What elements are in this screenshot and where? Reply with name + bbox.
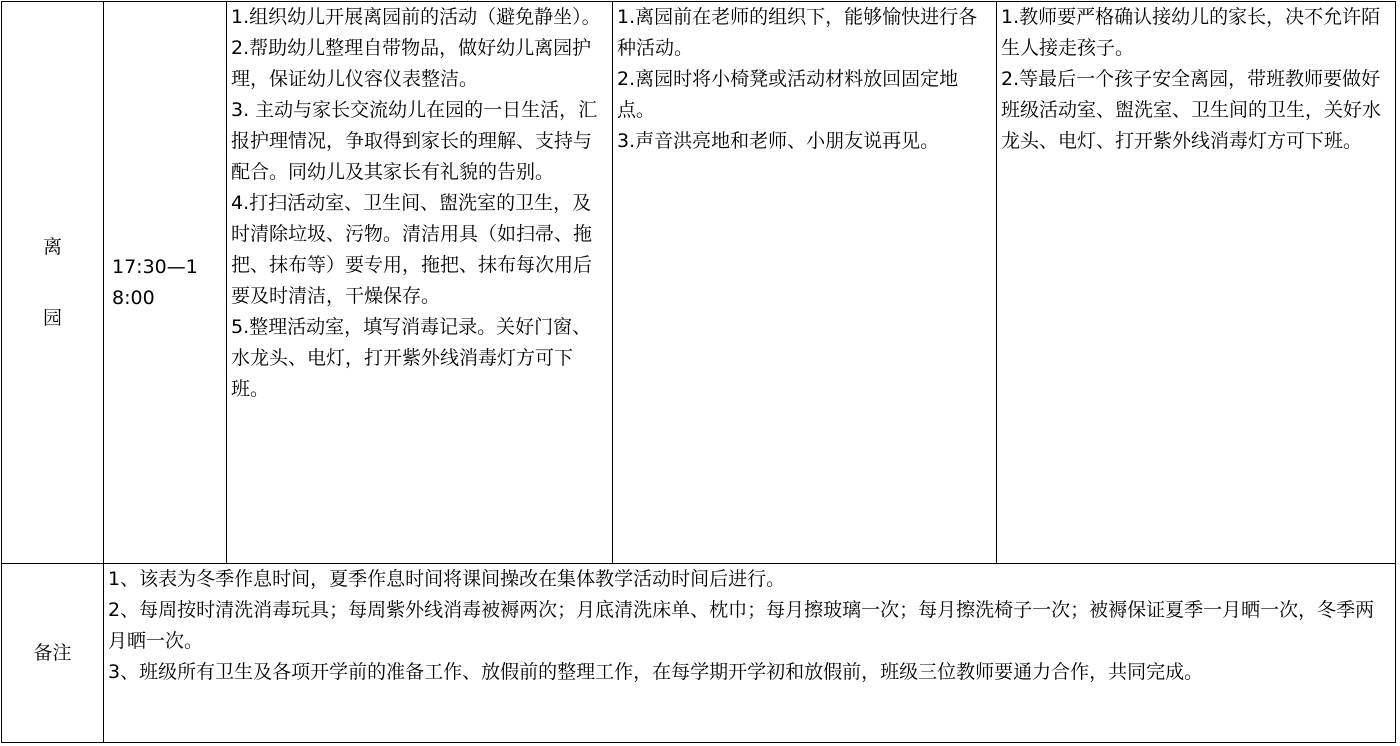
child-requirements-cell: [613, 2, 997, 564]
remarks-label: 备注: [2, 564, 104, 743]
child-requirement-item: 2.离园时将小椅凳或活动材料放回固定地点。: [617, 68, 959, 121]
time-line-2: 8:00: [112, 286, 155, 309]
note-item: 2.等最后一个孩子安全离园，带班教师要做好班级活动室、盥洗室、卫生间的卫生，关好水龙头、电灯、打开紫外线消毒灯方可下班。: [1001, 68, 1382, 152]
category-cell: [2, 2, 104, 564]
notes-cell: [997, 2, 1396, 564]
teacher-task-item: 2.帮助幼儿整理自带物品，做好幼儿离园护理，保证幼儿仪容仪表整洁。: [231, 37, 592, 90]
leave-row: [2, 2, 1396, 564]
teacher-tasks-cell: [227, 2, 613, 564]
teacher-task-item: 1.组织幼儿开展离园前的活动（避免静坐）。: [231, 6, 601, 28]
teacher-task-item: 4.打扫活动室、卫生间、盥洗室的卫生，及时清除垃圾、污物。清洁用具（如扫帚、拖把、抹布等）要专用，拖把、抹布每次用后要及时清洁，干燥保存。: [231, 192, 593, 307]
time-cell: [104, 2, 227, 564]
child-requirement-item: 3.声音洪亮地和老师、小朋友说再见。: [617, 130, 940, 152]
teacher-task-item: 5.整理活动室，填写消毒记录。关好门窗、水龙头、电灯，打开紫外线消毒灯方可下班。: [231, 316, 592, 400]
time-line-1: 17:30—1: [112, 255, 198, 278]
schedule-table: [1, 1, 1396, 743]
note-item: 1.教师要严格确认接幼儿的家长，决不允许陌生人接走孩子。: [1001, 6, 1381, 59]
category-char-1: 离: [42, 235, 62, 258]
remark-item: 3、班级所有卫生及各项开学前的准备工作、放假前的整理工作，在每学期开学初和放假前，班级三位教师要通力合作，共同完成。: [108, 661, 1204, 683]
remarks-row: [2, 564, 1396, 743]
remark-item: 1、该表为冬季作息时间，夏季作息时间将课间操改在集体教学活动时间后进行。: [108, 568, 786, 590]
child-requirement-item: 1.离园前在老师的组织下，能够愉快进行各种活动。: [617, 6, 978, 59]
remark-item: 2、每周按时清洗消毒玩具；每周紫外线消毒被褥两次；月底清洗床单、枕巾；每月擦玻璃一次；每月擦洗椅子一次；被褥保证夏季一月晒一次，冬季两月晒一次。: [108, 599, 1375, 652]
remarks-content-cell: [104, 564, 1396, 743]
category-char-2: 园: [42, 306, 62, 329]
teacher-task-item: 3. 主动与家长交流幼儿在园的一日生活，汇报护理情况，争取得到家长的理解、支持与配合。同幼儿及其家长有礼貌的告别。: [231, 99, 598, 183]
